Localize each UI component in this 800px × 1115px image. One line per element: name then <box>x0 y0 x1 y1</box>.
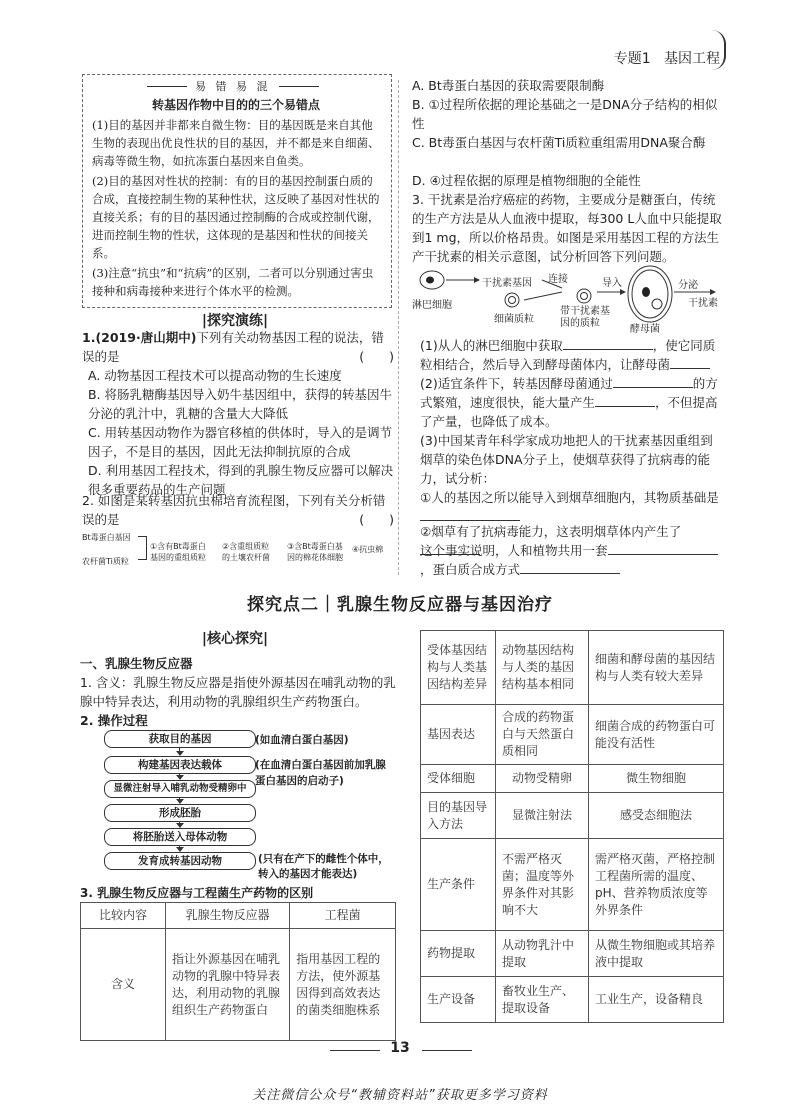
blank-3[interactable] <box>613 387 693 388</box>
arrow-3 <box>179 797 180 803</box>
note-1: (如血清白蛋白基因) <box>255 734 349 746</box>
q2-option-b: B. ①过程所依据的理论基础之一是DNA分子结构的相似性 <box>412 97 718 131</box>
q2-option-c: C. Bt毒蛋白基因与农杆菌Ti质粒重组需用DNA聚合酶 <box>412 135 706 150</box>
q1-option-d: D. 利用基因工程技术，得到的乳腺生物反应器可以解决很多重要药品的生产问题 <box>88 463 394 497</box>
question-1 <box>82 328 394 366</box>
table-cell: 受体基因结构与人类基因结构差异 <box>421 631 496 705</box>
error-box-heading: 转基因作物中目的的三个易错点 <box>151 98 320 112</box>
step-3: 显微注射导入哺乳动物受精卵中 <box>104 780 256 798</box>
step-5: 将胚胎送入母体动物 <box>104 828 256 846</box>
page-header <box>614 48 720 68</box>
step-4: 形成胚胎 <box>104 804 256 822</box>
table-cell: 感受态细胞法 <box>589 793 724 839</box>
error-box-p3: (3)注意“抗虫”和“抗病”的区别，二者可以分别通过害虫接种和病毒接种来进行个体水平的检测。 <box>92 266 374 298</box>
table-cell: 生产设备 <box>421 977 496 1023</box>
practice-title: |探究演练| <box>201 313 269 329</box>
interferon-diagram <box>412 262 724 335</box>
step-2: 构建基因表达载体 <box>104 756 256 774</box>
q3-part3: (3)中国某青年科学家成功地把人的干扰素基因重组到烟草的染色体DNA分子上，使烟草获得了抗病毒的能力，试分析： <box>420 433 713 486</box>
table-cell: 从动物乳汁中提取 <box>496 931 589 977</box>
error-box-p2: (2)目的基因对性状的控制：有的目的基因控制蛋白质的合成，直接控制生物的某种性状，这反映了基因对性状的直接关系；有的目的基因通过控制酶的合成或控制代谢，进而控制生物的性状，这体现的是基因和性状的间接关系。 <box>92 174 380 260</box>
comparison-table-right <box>420 630 724 1023</box>
question-2 <box>82 491 394 529</box>
q1-stem: 下列有关动物基因工程的说法，错误的是 <box>82 330 384 364</box>
table-cell: 从微生物细胞或其培养液中提取 <box>589 931 724 977</box>
page-number-rule-left <box>330 1050 380 1051</box>
comparison-table-left <box>80 902 396 1041</box>
q3-part3a: ①人的基因之所以能导入到烟草细胞内，其物质基础是 <box>420 488 722 526</box>
q2-option-a: A. Bt毒蛋白基因的获取需要限制酶 <box>412 78 605 93</box>
flow-step-4: ④抗虫棉 <box>352 545 384 554</box>
arrow-4 <box>179 821 180 827</box>
flow-ti-plasmid: 农杆菌Ti质粒 <box>82 557 129 566</box>
table-row <box>421 793 724 839</box>
table-cell: 指用基因工程的方法，使外源基因得到高效表达的菌类细胞株系 <box>290 929 396 1041</box>
table-cell: 指让外源基因在哺乳动物的乳腺中特异表达，利用动物的乳腺组织生产药物蛋白 <box>166 929 290 1041</box>
table-cell: 合成的药物蛋白与天然蛋白质相同 <box>496 705 589 765</box>
q1-source: 1.(2019·唐山期中) <box>82 330 197 345</box>
blank-5[interactable] <box>420 520 520 521</box>
flow-step-2: ②含重组质粒的土壤农杆菌 <box>222 542 270 562</box>
flow-bracket <box>138 536 147 560</box>
table-row <box>421 705 724 765</box>
error-box-tag: 易 错 易 混 <box>195 80 271 93</box>
table-cell: 显微注射法 <box>496 793 589 839</box>
header-topic: 专题1 <box>613 51 651 67</box>
q1-option-c: C. 用转基因动物作为器官移植的供体时，导入的是调节因子，不是目的基因，因此无法抑制抗原的合成 <box>88 425 393 459</box>
flow-bt-gene: Bt毒蛋白基因 <box>82 533 131 542</box>
blank-2[interactable] <box>670 368 710 369</box>
table-cell: 畜牧业生产、提取设备 <box>496 977 589 1023</box>
diagram-interferon-label: 干扰素 <box>688 298 718 309</box>
note-2: (在血清白蛋白基因前加乳腺蛋白基因的启动子) <box>255 759 386 787</box>
table-cell: 生产条件 <box>421 839 496 931</box>
core-heading-3: 3. 乳腺生物反应器与工程菌生产药物的区别 <box>80 886 314 900</box>
blank-7[interactable] <box>608 554 718 555</box>
q3-part3c: 这个事实说明，人和植物共用一套，蛋白质合成方式 <box>420 541 722 579</box>
blank-8[interactable] <box>520 573 620 574</box>
table-cell: 动物基因结构与人类的基因结构基本相同 <box>496 631 589 705</box>
blank-4[interactable] <box>595 406 655 407</box>
blank-1[interactable] <box>563 349 653 350</box>
table-cell: 受体细胞 <box>421 765 496 793</box>
arrow-1 <box>179 747 180 755</box>
q3-part2: (2)适宜条件下，转基因酵母菌通过 的方式繁殖，速度很快，能大量产生 ，不但提高了产量，也降低了成本。 <box>420 376 718 429</box>
arrow-5 <box>179 845 180 851</box>
table-cell: 不需严格灭菌；温度等外界条件对其影响不大 <box>496 839 589 931</box>
table-row <box>421 977 724 1023</box>
footer-text: 关注微信公众号“教辅资料站”获取更多学习资料 <box>252 1088 548 1103</box>
diagram-import-label: 导入 <box>602 278 622 289</box>
diagram-yeast-label: 酵母菌 <box>630 324 660 335</box>
table-cell: 药物提取 <box>421 931 496 977</box>
column-divider <box>398 80 399 575</box>
header-decoration <box>712 30 726 70</box>
header-title: 基因工程 <box>664 51 720 67</box>
question-3: 3. 干扰素是治疗癌症的药物，主要成分是糖蛋白，传统的生产方法是从人血液中提取，每300 L人血中只能提取到1 mg，所以价格昂贵。如图是采用基因工程的方法生产干扰素的相关示意图，试分析回答下列问题。 <box>412 192 722 264</box>
section-2-title: 探究点二｜乳腺生物反应器与基因治疗 <box>247 595 553 615</box>
diagram-recombinant-label: 带干扰素基因的质粒 <box>560 306 610 329</box>
table-cell: 微生物细胞 <box>589 765 724 793</box>
table-header: 工程菌 <box>290 903 396 929</box>
core-heading-2: 2. 操作过程 <box>80 713 148 728</box>
page-number-rule-right <box>422 1050 472 1051</box>
table-cell: 动物受精卵 <box>496 765 589 793</box>
table-cell: 工业生产，设备精良 <box>589 977 724 1023</box>
table-cell: 需严格灭菌，严格控制工程菌所需的温度、pH、营养物质浓度等外界条件 <box>589 839 724 931</box>
core-definition: 1. 含义：乳腺生物反应器是指使外源基因在哺乳动物的乳腺中特异表达，利用动物的乳腺组织生产药物蛋白。 <box>80 675 396 709</box>
core-heading-1: 一、乳腺生物反应器 <box>80 656 193 671</box>
arrow-2 <box>179 773 180 779</box>
q1-answer-paren: ( ) <box>359 349 394 364</box>
table-row <box>421 931 724 977</box>
diagram-gene-label: 干扰素基因 <box>482 278 532 289</box>
table-header: 比较内容 <box>81 903 166 929</box>
flow-step-3: ③含Bt毒蛋白基因的棉花体细胞 <box>287 542 343 562</box>
diagram-secrete-label: 分泌 <box>678 280 698 291</box>
diagram-lymphocyte-label: 淋巴细胞 <box>412 300 452 311</box>
table-cell: 细菌合成的药物蛋白可能没有活性 <box>589 705 724 765</box>
table-row <box>81 929 396 1041</box>
table-header-row <box>81 903 396 929</box>
table-cell: 目的基因导入方法 <box>421 793 496 839</box>
page-number: 13 <box>390 1040 410 1056</box>
table-row <box>421 765 724 793</box>
q2-stem: 2. 如图是某转基因抗虫棉培育流程图，下列有关分析错误的是 <box>82 493 386 527</box>
diagram-plasmid-label: 细菌质粒 <box>494 314 534 325</box>
note-3: (只有在产下的雌性个体中，转入的基因才能表达) <box>258 853 389 880</box>
error-box-p1: (1)目的基因并非都来自微生物：目的基因既是来自其他生物的表现出优良性状的目的基因，并不都是来自细菌、病毒等微生物，如抗冻蛋白基因来自鱼类。 <box>92 118 380 168</box>
q3-part3b: ②烟草有了抗病毒能力，这表明烟草体内产生了 <box>420 522 722 560</box>
table-row <box>421 631 724 705</box>
table-cell: 细菌和酵母菌的基因结构与人类有较大差异 <box>589 631 724 705</box>
q2-flow-diagram <box>82 530 397 570</box>
core-title: |核心探究| <box>201 631 269 647</box>
q3-part1: (1)从人的淋巴细胞中获取 ，使它同质粒相结合，然后导入到酵母菌体内，让酵母菌 <box>420 338 716 372</box>
table-header: 乳腺生物反应器 <box>166 903 290 929</box>
q2-answer-paren: ( ) <box>359 512 394 527</box>
table-cell: 基因表达 <box>421 705 496 765</box>
step-6: 发育成转基因动物 <box>104 852 256 870</box>
q1-option-b: B. 将肠乳糖酶基因导入奶牛基因组中，获得的转基因牛分泌的乳汁中，乳糖的含量大大降低 <box>88 387 393 421</box>
step-1: 获取目的基因 <box>104 730 256 748</box>
table-cell: 含义 <box>81 929 166 1041</box>
table-row <box>421 839 724 931</box>
q2-option-d: D. ④过程依据的原理是植物细胞的全能性 <box>412 173 641 188</box>
flow-step-1: ①含有Bt毒蛋白基因的重组质粒 <box>150 542 206 562</box>
q1-option-a: A. 动物基因工程技术可以提高动物的生长速度 <box>88 368 342 383</box>
diagram-link-label: 连接 <box>548 274 568 285</box>
